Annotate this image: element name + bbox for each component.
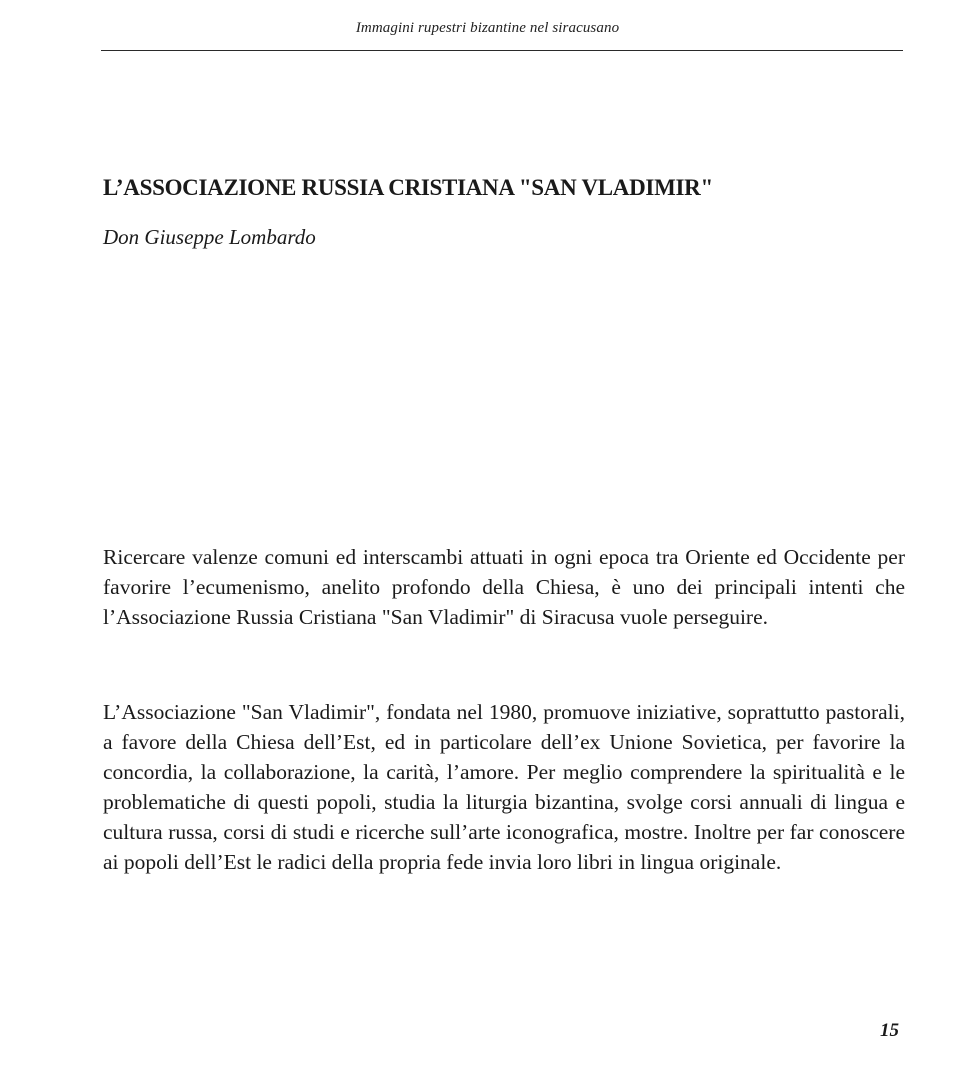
article-author: Don Giuseppe Lombardo — [103, 225, 316, 249]
header-rule — [101, 50, 903, 51]
body-paragraph-1: Ricercare valenze comuni ed interscambi attuati in ogni epoca tra Oriente ed Occidente per favorire l’ecumenismo, anelito profondo della Chiesa, è uno dei principali intenti che l’Associazione Russia Cristiana "San Vladimir" di Siracusa vuole perseguire. — [103, 545, 905, 629]
page-number: 15 — [880, 1020, 899, 1041]
running-header: Immagini rupestri bizantine nel siracusano — [355, 20, 620, 36]
body-paragraph-2: L’Associazione "San Vladimir", fondata nel 1980, promuove iniziative, soprattutto pastorali, a favore della Chiesa dell’Est, ed in particolare dell’ex Unione Sovietica, per favorire la concordia, la collaborazione, la carità, l’amore. Per meglio comprendere la spiritualità e le problematiche di questi popoli, studia la liturgia bizantina, svolge corsi annuali di lingua e cultura russa, corsi di studi e ricerche sull’arte iconografica, mostre. Inoltre per far conoscere ai popoli dell’Est le radici della propria fede invia loro libri in lingua originale. — [103, 700, 905, 874]
article-title: L’ASSOCIAZIONE RUSSIA CRISTIANA "SAN VLADIMIR" — [103, 175, 713, 200]
